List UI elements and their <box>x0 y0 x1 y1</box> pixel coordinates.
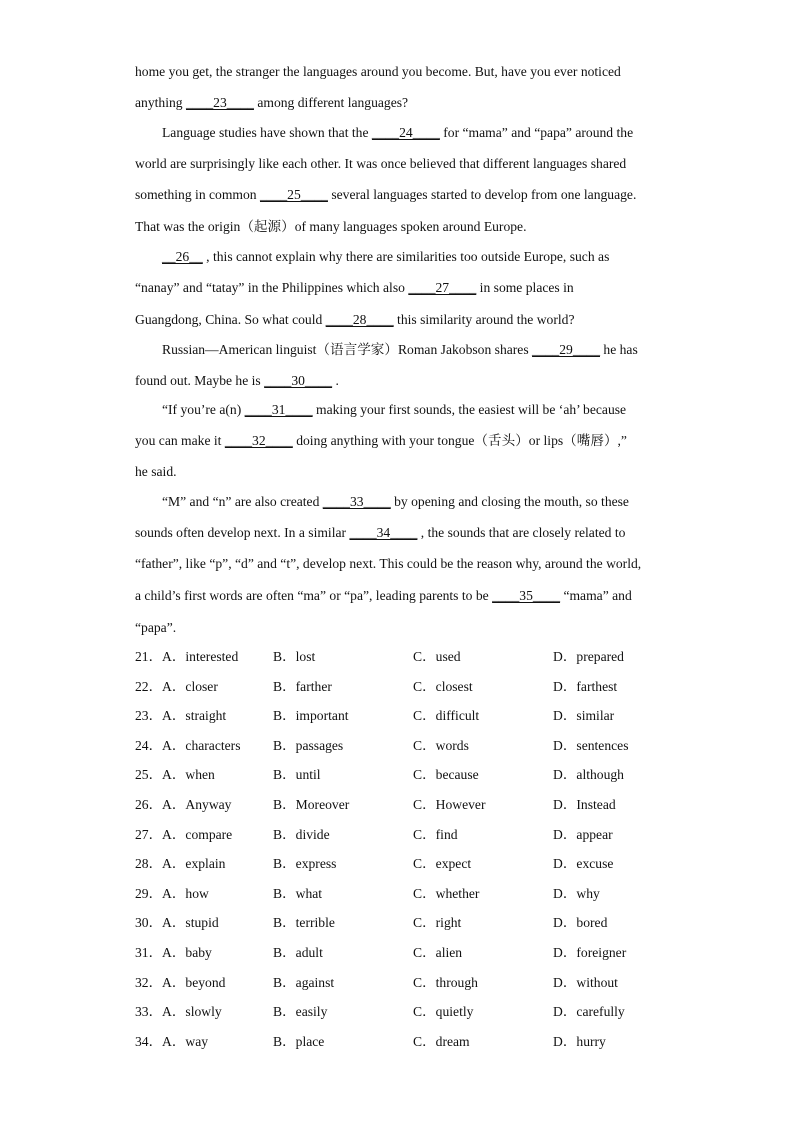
passage-line <box>135 432 627 450</box>
passage-line <box>135 186 636 204</box>
passage-line <box>135 524 625 542</box>
passage-text: something in common <box>135 187 260 202</box>
option-d[interactable]: D．bored <box>553 915 608 931</box>
question-number: 27． <box>135 826 163 842</box>
passage-line <box>162 248 609 266</box>
passage-text: you can make it <box>135 433 225 448</box>
option-c[interactable]: C．right <box>413 915 462 931</box>
option-a[interactable]: A．way <box>162 1033 209 1049</box>
option-b[interactable]: B．adult <box>273 945 323 960</box>
blank-28: ____28____ <box>325 312 394 327</box>
option-c[interactable]: C．words <box>413 737 469 753</box>
option-a[interactable]: A．compare <box>162 826 233 842</box>
blank-34: ____34____ <box>349 525 418 540</box>
option-d[interactable]: D．Instead <box>553 797 616 812</box>
option-a[interactable]: A．closer <box>162 678 218 694</box>
option-b[interactable]: B．divide <box>273 826 330 842</box>
passage-text: he said. <box>135 464 177 479</box>
passage-text: “nanay” and “tatay” in the Philippines which also <box>135 280 409 295</box>
passage-text: “mama” and <box>560 588 632 603</box>
question-number: 30． <box>135 915 163 931</box>
question-number: 25． <box>135 767 163 783</box>
option-d[interactable]: D．prepared <box>553 649 624 664</box>
question-row <box>135 648 695 666</box>
passage-text: several languages started to develop from one language. <box>327 187 637 202</box>
passage-text: Russian—American linguist（语言学家）Roman Jakobson shares <box>162 342 533 357</box>
question-number: 22． <box>135 678 163 694</box>
passage-text: home you get, the stranger the languages around you become. But, have you ever noticed <box>135 64 621 79</box>
passage-line <box>135 463 177 481</box>
option-c[interactable]: C．alien <box>413 945 463 960</box>
blank-33: ____33____ <box>322 494 391 509</box>
blank-27: ____27____ <box>408 280 477 295</box>
passage-line <box>162 124 633 142</box>
blank-35: ____35____ <box>492 588 561 603</box>
passage-line <box>135 619 176 637</box>
option-a[interactable]: A．slowly <box>162 1004 222 1020</box>
option-a[interactable]: A．Anyway <box>162 797 232 812</box>
passage-text: Language studies have shown that the <box>162 125 372 140</box>
option-a[interactable]: A．how <box>162 885 209 901</box>
passage-line <box>135 587 632 605</box>
option-b[interactable]: B．express <box>273 856 337 872</box>
passage-text: among different languages? <box>253 95 409 110</box>
option-b[interactable]: B．lost <box>273 649 316 664</box>
question-number: 28． <box>135 856 163 872</box>
passage-text: he has <box>600 342 638 357</box>
passage-text: doing anything with your tongue（舌头）or lips（嘴唇）,” <box>292 433 627 448</box>
blank-29: ____29____ <box>532 342 600 357</box>
passage-text: , this cannot explain why there are similarities too outside Europe, such as <box>202 249 610 264</box>
question-number: 31． <box>135 945 163 960</box>
option-c[interactable]: C．find <box>413 826 458 842</box>
option-c[interactable]: C．difficult <box>413 708 480 724</box>
option-b[interactable]: B．easily <box>273 1004 328 1020</box>
option-a[interactable]: A．characters <box>162 737 241 753</box>
option-d[interactable]: D．similar <box>553 708 615 724</box>
option-d[interactable]: D．why <box>553 885 600 901</box>
option-c[interactable]: C．closest <box>413 678 473 694</box>
passage-text: Guangdong, China. So what could <box>135 312 326 327</box>
passage-text: . <box>332 373 339 388</box>
question-row <box>135 944 695 962</box>
option-a[interactable]: A．interested <box>162 649 239 664</box>
option-b[interactable]: B．passages <box>273 737 344 753</box>
option-c[interactable]: C．because <box>413 767 479 783</box>
passage-text: making your first sounds, the easiest will be ‘ah’ because <box>312 402 627 417</box>
passage-line <box>135 372 339 390</box>
option-b[interactable]: B．place <box>273 1033 325 1049</box>
passage-text: by opening and closing the mouth, so these <box>390 494 629 509</box>
question-row <box>135 737 695 755</box>
passage-text: this similarity around the world? <box>393 312 575 327</box>
passage-text: “If you’re a(n) <box>162 402 245 417</box>
passage-text: a child’s first words are often “ma” or “pa”, leading parents to be <box>135 588 493 603</box>
option-d[interactable]: D．sentences <box>553 737 629 753</box>
passage-text: sounds often develop next. In a similar <box>135 525 350 540</box>
passage-text: That was the origin（起源）of many languages spoken around Europe. <box>135 219 527 234</box>
passage-text: found out. Maybe he is <box>135 373 265 388</box>
option-c[interactable]: C．expect <box>413 856 472 872</box>
question-row <box>135 826 695 844</box>
option-d[interactable]: D．farthest <box>553 678 618 694</box>
option-b[interactable]: B．Moreover <box>273 797 350 812</box>
passage-text: world are surprisingly like each other. It was once believed that different languages shared <box>135 156 627 171</box>
blank-24: ____24____ <box>371 125 440 140</box>
question-row <box>135 914 695 932</box>
option-b[interactable]: B．against <box>273 974 335 990</box>
option-c[interactable]: C．quietly <box>413 1004 474 1020</box>
question-number: 23． <box>135 708 163 724</box>
question-row <box>135 766 695 784</box>
blank-23: ____23____ <box>185 95 254 110</box>
option-a[interactable]: A．stupid <box>162 915 219 931</box>
option-c[interactable]: C．dream <box>413 1033 470 1049</box>
blank-32: ____32____ <box>224 433 293 448</box>
option-a[interactable]: A．straight <box>162 708 227 724</box>
passage-line <box>162 401 626 419</box>
option-b[interactable]: B．until <box>273 767 321 783</box>
passage-text: “papa”. <box>135 620 177 635</box>
question-number: 24． <box>135 737 163 753</box>
question-row <box>135 796 695 814</box>
option-c[interactable]: C．However <box>413 797 486 812</box>
passage-text: “father”, like “p”, “d” and “t”, develop next. This could be the reason why, around the world, <box>135 556 642 571</box>
option-c[interactable]: C．whether <box>413 885 480 901</box>
blank-25: ____25____ <box>259 187 328 202</box>
passage-text: “M” and “n” are also created <box>162 494 323 509</box>
option-a[interactable]: A．explain <box>162 856 226 872</box>
option-b[interactable]: B．farther <box>273 678 332 694</box>
option-d[interactable]: D．carefully <box>553 1004 625 1020</box>
option-a[interactable]: A．beyond <box>162 974 226 990</box>
passage-line <box>135 63 621 81</box>
passage-line <box>135 218 526 236</box>
question-number: 32． <box>135 974 163 990</box>
question-number: 34． <box>135 1033 163 1049</box>
blank-30: ____30____ <box>264 373 333 388</box>
question-row <box>135 678 695 696</box>
option-d[interactable]: D．although <box>553 767 624 783</box>
option-b[interactable]: B．important <box>273 708 349 724</box>
passage-text: anything <box>135 95 186 110</box>
passage-line <box>162 341 638 359</box>
question-number: 26． <box>135 797 163 812</box>
option-d[interactable]: D．excuse <box>553 856 614 872</box>
question-row <box>135 885 695 903</box>
passage-line <box>135 279 574 297</box>
blank-26: __26__ <box>162 249 203 264</box>
passage-line <box>135 311 574 329</box>
option-a[interactable]: A．baby <box>162 945 212 960</box>
passage-line <box>135 555 641 573</box>
passage-text: , the sounds that are closely related to <box>417 525 626 540</box>
option-d[interactable]: D．foreigner <box>553 945 627 960</box>
question-number: 29． <box>135 885 163 901</box>
option-d[interactable]: D．hurry <box>553 1033 606 1049</box>
passage-line <box>135 155 626 173</box>
option-b[interactable]: B．what <box>273 885 323 901</box>
option-d[interactable]: D．without <box>553 974 618 990</box>
question-row <box>135 707 695 725</box>
question-row <box>135 1033 695 1051</box>
option-c[interactable]: C．through <box>413 974 478 990</box>
blank-31: ____31____ <box>244 402 313 417</box>
option-d[interactable]: D．appear <box>553 826 613 842</box>
passage-line <box>162 493 629 511</box>
question-row <box>135 855 695 873</box>
option-a[interactable]: A．when <box>162 767 215 783</box>
question-number: 21． <box>135 649 163 664</box>
question-row <box>135 974 695 992</box>
question-row <box>135 1003 695 1021</box>
question-number: 33． <box>135 1004 163 1020</box>
passage-text: for “mama” and “papa” around the <box>439 125 634 140</box>
passage-line <box>135 94 408 112</box>
option-b[interactable]: B．terrible <box>273 915 335 931</box>
option-c[interactable]: C．used <box>413 649 461 664</box>
passage-text: in some places in <box>476 280 574 295</box>
